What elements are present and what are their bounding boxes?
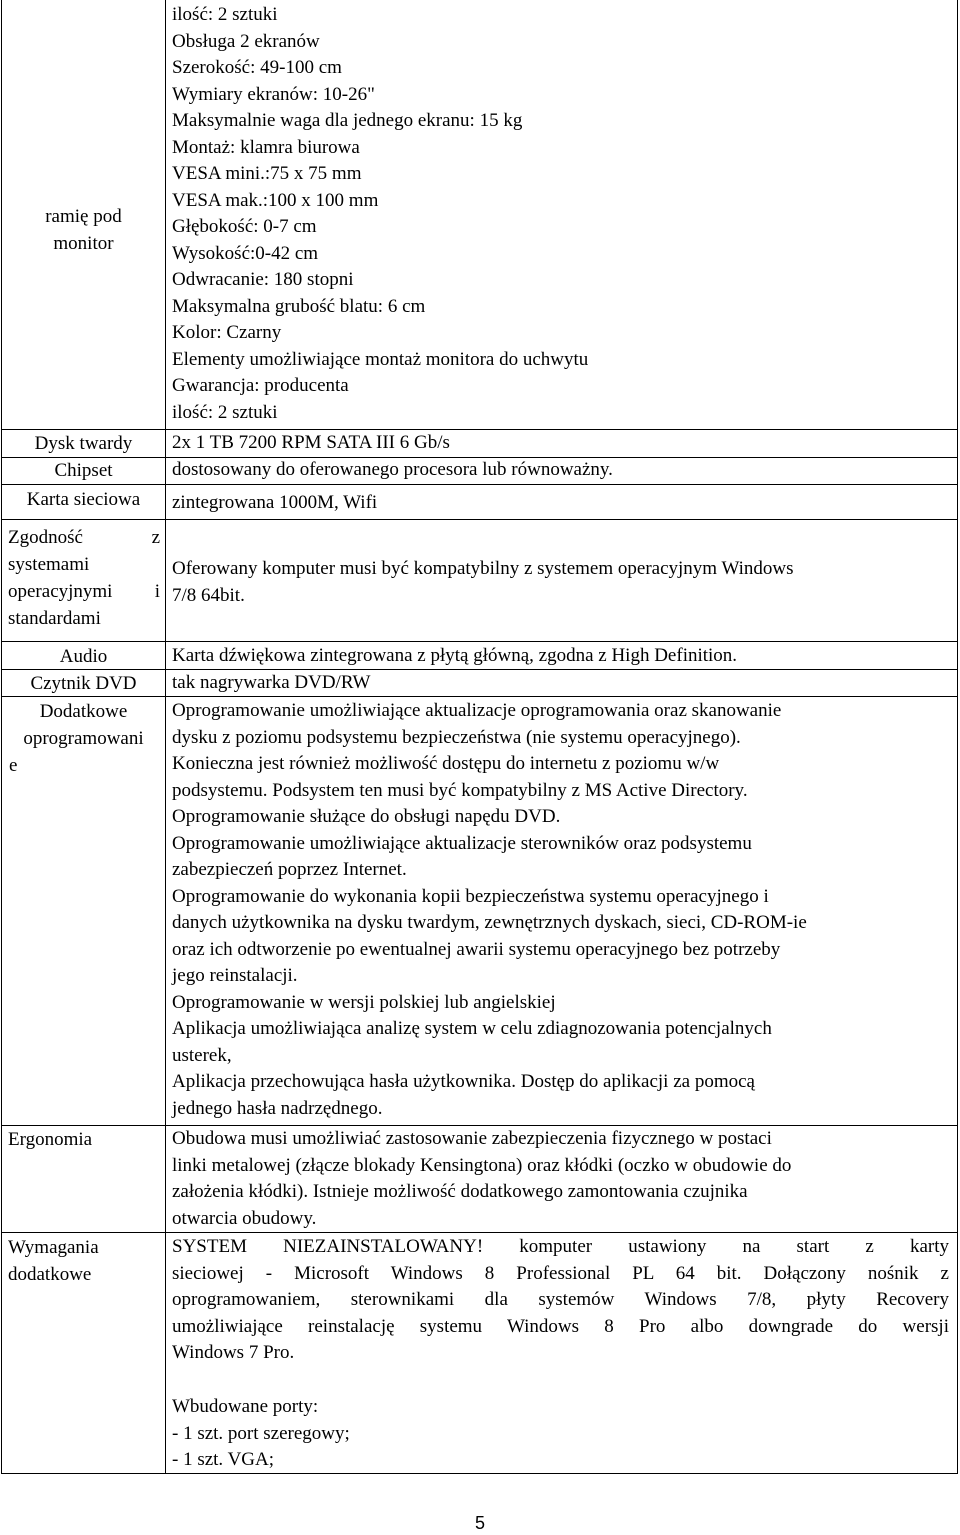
- row-label-karta: Karta sieciowa: [26, 489, 141, 510]
- page-number: 5: [474, 1513, 485, 1533]
- row-label-zgodnosc: Zgodność z systemami operacyjnymi i standardami: [8, 527, 160, 629]
- row-label-ramie: ramię pod monitor: [45, 206, 122, 254]
- dvd-value: tak nagrywarka DVD/RW: [172, 672, 371, 693]
- table-border-right: [957, 0, 958, 1474]
- row-label-dysk: Dysk twardy: [34, 433, 133, 454]
- ramie-spec-text: ilość: 2 sztuki Obsługa 2 ekranów Szerokość: 49-100 cm Wymiary ekranów: 10-26" Maksymalnie waga dla jednego ekranu: 15 kg Montaż: klamra biurowa VESA mini.:75 x 75 mm VESA mak.:100 x 100 mm Głębokość: 0-7 cm Wysokość:0-42 cm Odwracanie: 180 stopni Maksymalna grubość blatu: 6 cm Kolor: Czarny Elementy umożliwiające montaż monitora do uchwytu Gwarancja: producenta ilość: 2 sztuki: [172, 4, 589, 423]
- ergonomia-text: Obudowa musi umożliwiać zastosowanie zabezpieczenia fizycznego w postaci linki metalowej (złącze blokady Kensingtona) oraz kłódki (oczko w obudowie do założenia kłódki). Istnieje możliwość dodatkowego zamontowania czujnika otwarcia obudowy.: [172, 1128, 792, 1229]
- chipset-value: dostosowany do oferowanego procesora lub równoważny.: [172, 459, 613, 480]
- karta-value: zintegrowana 1000M, Wifi: [172, 492, 378, 513]
- row-divider: [1, 484, 958, 485]
- wymagania-text: SYSTEM NIEZAINSTALOWANY! komputer ustawiony na start z karty sieciowej - Microsoft Windows 8 Professional PL 64 bit. Dołączony nośnik z oprogramowaniem, sterownikami dla systemów Windows 7/8, płyty Recovery umożliwiające reinstalację systemu Windows 8 Pro albo downgrade do wersji Windows 7 Pro.: [172, 1236, 949, 1363]
- row-label-wymagania: Wymagania dodatkowe: [8, 1237, 99, 1285]
- row-label-chipset: Chipset: [54, 460, 113, 481]
- row-label-dodatkowe: Dodatkowe oprogramowani e: [9, 701, 144, 776]
- table-column-divider: [165, 0, 166, 1474]
- row-divider: [1, 641, 958, 642]
- row-label-audio: Audio: [59, 646, 108, 667]
- row-label-ergonomia: Ergonomia: [8, 1129, 93, 1150]
- row-divider: [1, 519, 958, 520]
- wymagania-ports: Wbudowane porty: - 1 szt. port szeregowy; - 1 szt. VGA;: [172, 1396, 350, 1470]
- audio-value: Karta dźwiękowa zintegrowana z płytą główną, zgodna z High Definition.: [172, 645, 738, 666]
- zgodnosc-text: Oferowany komputer musi być kompatybilny z systemem operacyjnym Windows 7/8 64bit.: [172, 558, 794, 606]
- row-label-dvd: Czytnik DVD: [30, 673, 137, 694]
- dysk-value: 2x 1 TB 7200 RPM SATA III 6 Gb/s: [172, 432, 450, 453]
- dodatkowe-text: Oprogramowanie umożliwiające aktualizacje oprogramowania oraz skanowanie dysku z poziomu podsystemu bezpieczeństwa (nie systemu operacyjnego). Konieczna jest również możliwość dostępu do internetu z poziomu w/w podsystemu. Podsystem ten musi być kompatybilny z MS Active Directory. Oprogramowanie służące do obsługi napędu DVD. Oprogramowanie umożliwiające aktualizacje sterowników oraz podsystemu zabezpieczeń poprzez Internet. Oprogramowanie do wykonania kopii bezpieczeństwa systemu operacyjnego i danych użytkownika na dysku twardym, zewnętrznych dyskach, sieci, CD-ROM-ie oraz ich odtworzenie po ewentualnej awarii systemu operacyjnego bez potrzeby jego reinstalacji. Oprogramowanie w wersji polskiej lub angielskiej Aplikacja umożliwiająca analizę system w celu zdiagnozowania potencjalnych usterek, Aplikacja przechowująca hasła użytkownika. Dostęp do aplikacji za pomocą jednego hasła nadrzędnego.: [172, 700, 807, 1119]
- table-border-bottom: [1, 1473, 958, 1474]
- row-divider: [1, 1232, 958, 1233]
